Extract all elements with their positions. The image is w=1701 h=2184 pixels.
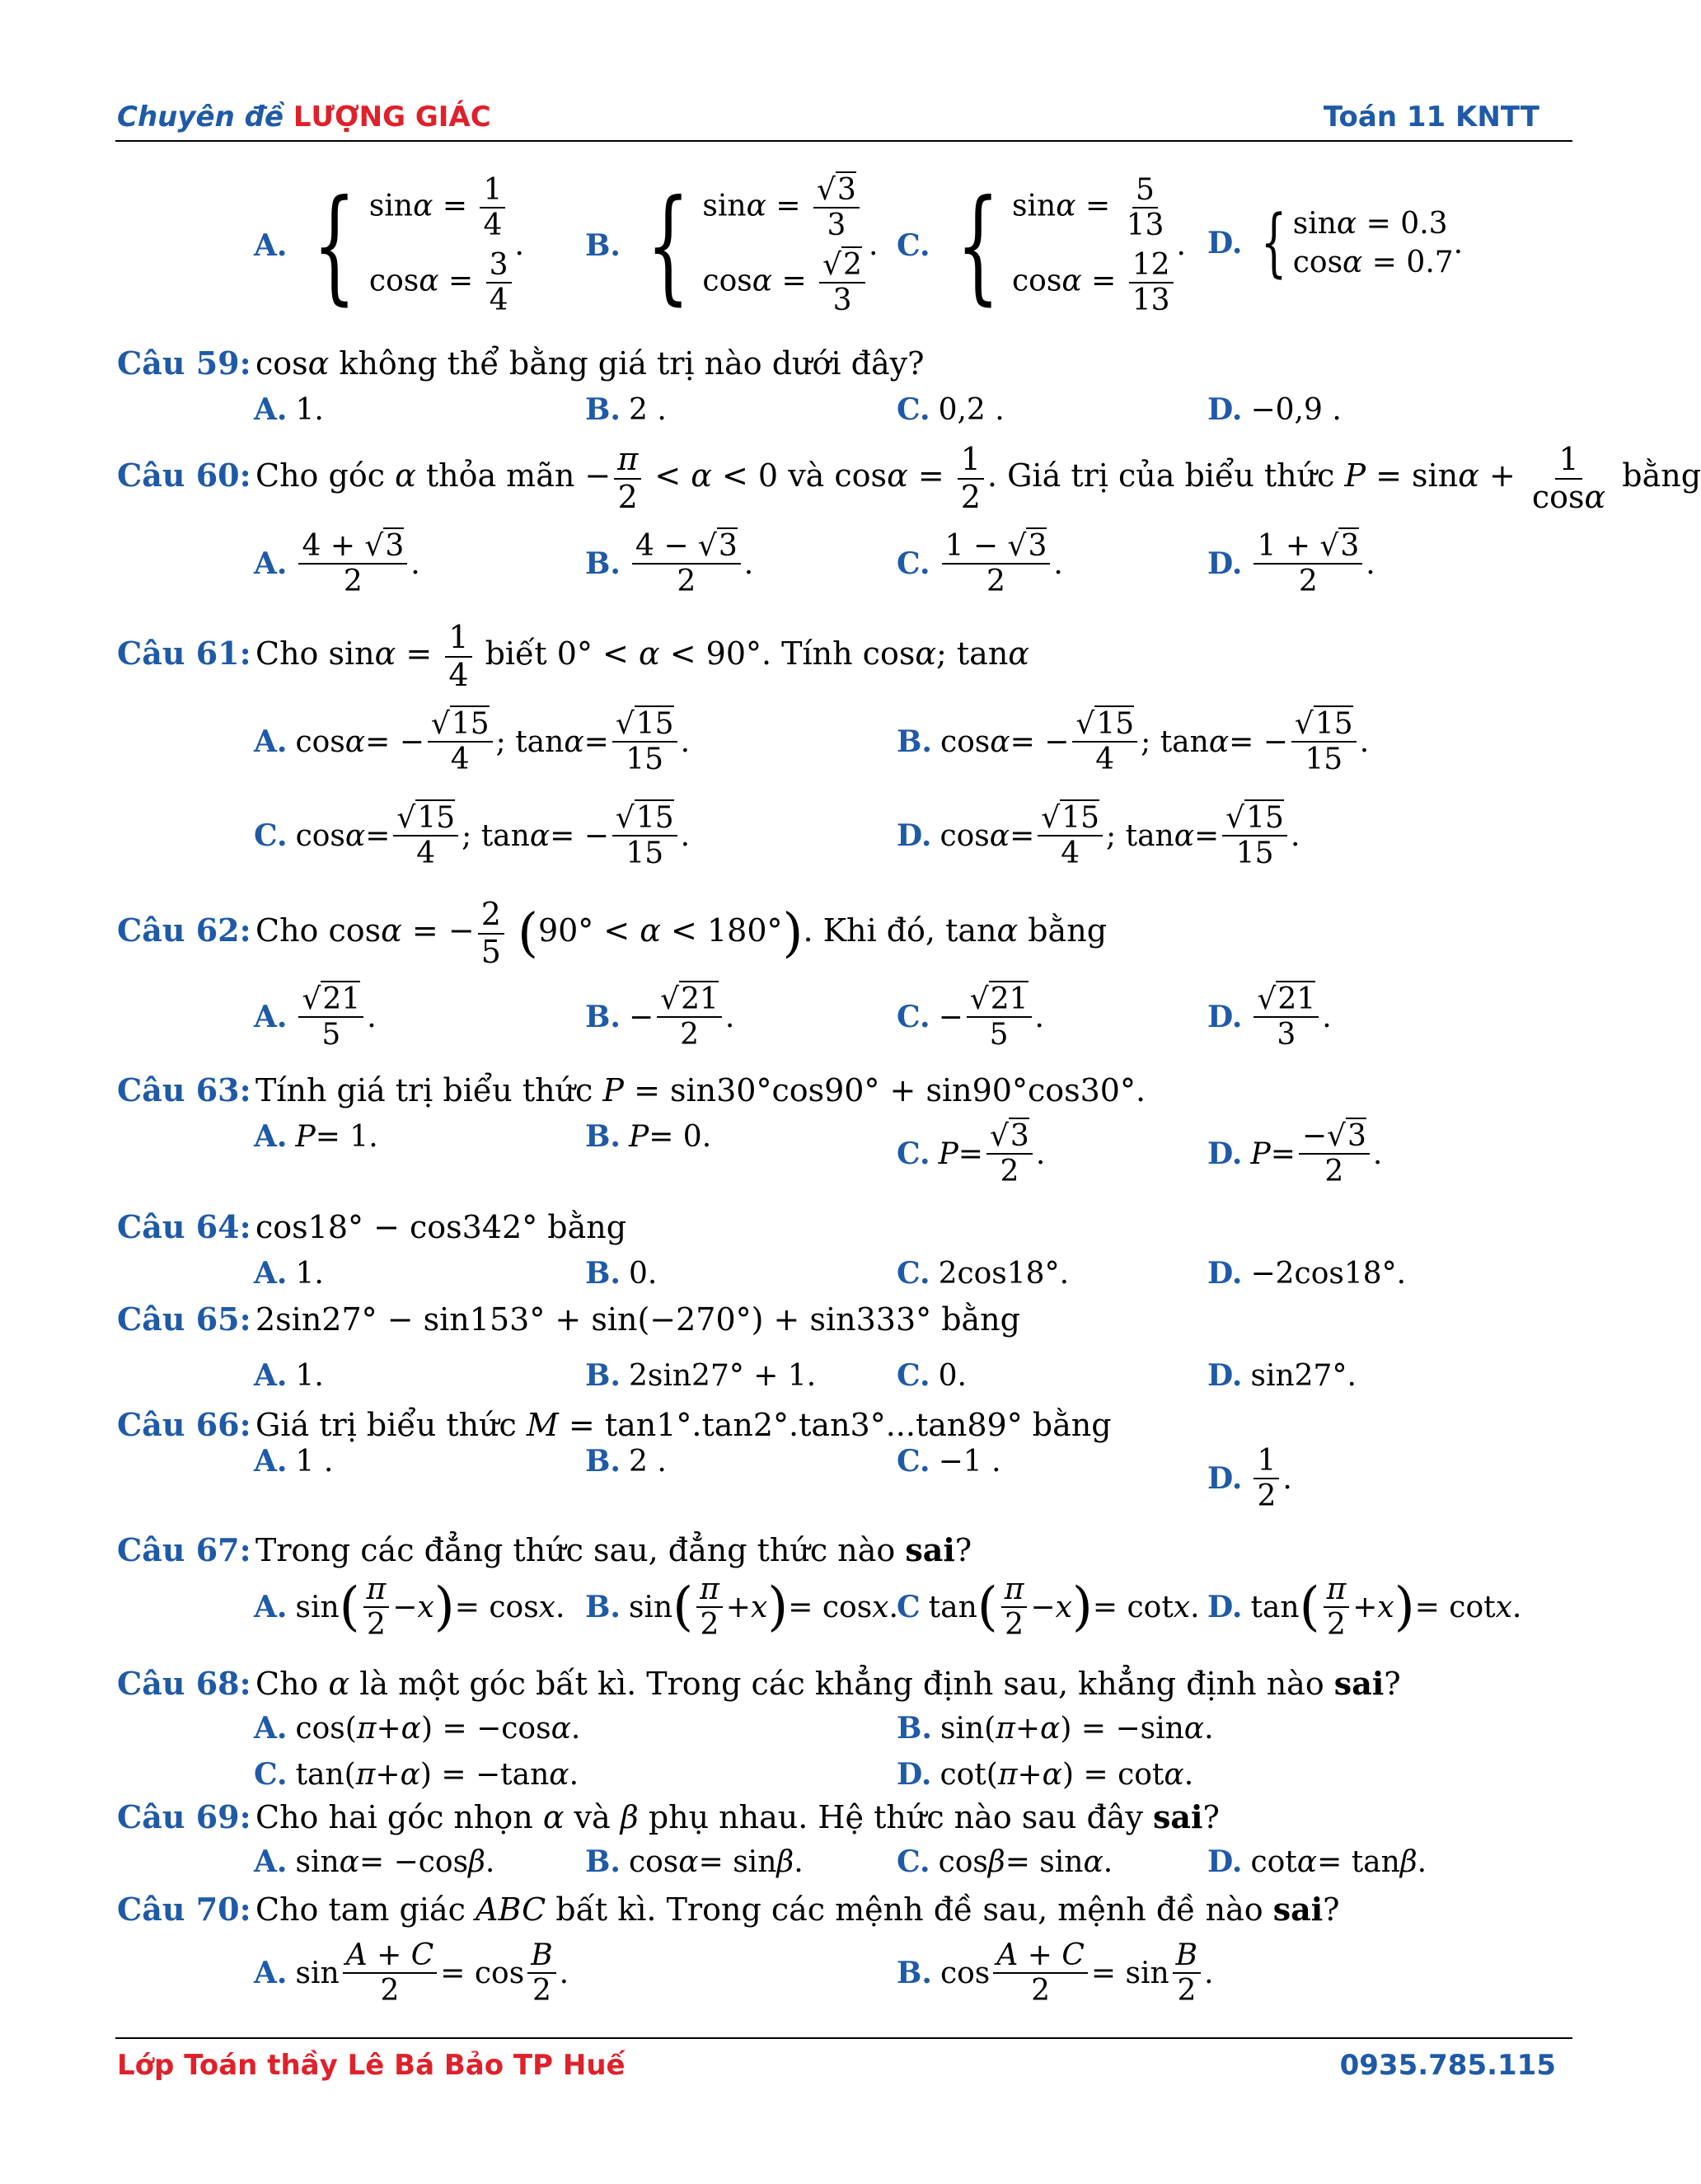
answer-option: B. { sinα = $\frac{√3}{3}$ cosα = $\frac{√2}{3}$ . <box>585 173 879 318</box>
option-letter: C. <box>897 1000 930 1035</box>
answer-option: D. { sinα = 0.3 cosα = 0.7 . <box>1207 199 1464 286</box>
option-letter: B. <box>585 1256 621 1291</box>
option-letter: D. <box>897 1757 932 1792</box>
answer-option: A. P = 1. <box>254 1119 378 1154</box>
option-letter: C. <box>254 1757 288 1792</box>
answer-option: C. $\frac{1 - √3}{2}$ . <box>897 529 1063 599</box>
option-letter: D. <box>1207 1590 1243 1625</box>
answer-option: B. cos α = − $\frac{√15}{4}$ ; tan α = − $\frac{√15}{15}$ . <box>897 707 1370 777</box>
question-stem: Câu 64: cos18° − cos342° bằng <box>117 1208 627 1245</box>
answer-option: B. sin ( $\frac{\pi}{2}$ + x ) = cos x . <box>585 1572 898 1643</box>
answer-option: A. 1. <box>254 1256 324 1291</box>
option-letter: C. <box>897 1137 930 1172</box>
option-letter: A. <box>254 1590 288 1625</box>
question-number: Câu 67: <box>117 1531 251 1568</box>
option-letter: D. <box>1207 226 1243 260</box>
option-letter: A. <box>254 1844 288 1879</box>
option-letter: D. <box>1207 1461 1243 1497</box>
answer-option: D. tan ( $\frac{\pi}{2}$ + x ) = cot x . <box>1207 1572 1522 1643</box>
option-letter: D. <box>1207 546 1243 582</box>
answer-option: A. 1. <box>254 392 324 427</box>
answer-option: D. $\frac{1 + √3}{2}$ . <box>1207 529 1375 599</box>
answer-option: A. $\frac{√21}{5}$ . <box>254 982 377 1052</box>
question-stem: Câu 63: Tính giá trị biểu thức P = sin30°cos90° + sin90°cos30°. <box>117 1071 1146 1108</box>
answer-option: D. sin27°. <box>1207 1358 1357 1393</box>
answer-option: C. P = $\frac{√3}{2}$ . <box>897 1119 1046 1189</box>
question-number: Câu 60: <box>117 457 251 494</box>
option-letter: C. <box>897 546 930 582</box>
answer-option: D. $\frac{1}{2}$ . <box>1207 1444 1292 1514</box>
answer-option: A. $\frac{4 + √3}{2}$ . <box>254 529 420 599</box>
option-letter: C <box>897 1590 921 1625</box>
question-number: Câu 61: <box>117 635 251 673</box>
answer-option: C. { sinα = $\frac{5}{13}$ cosα = $\frac{12}{13}$ . <box>897 173 1186 318</box>
option-letter: D. <box>897 818 932 854</box>
option-letter: A. <box>254 1358 288 1393</box>
option-letter: D. <box>1207 392 1243 427</box>
option-letter: B. <box>585 227 621 263</box>
option-letter: C. <box>897 1358 930 1393</box>
question-stem: Câu 70: Cho tam giác ABC bất kì. Trong các mệnh đề sau, mệnh đề nào sai? <box>117 1891 1340 1928</box>
option-letter: D. <box>1207 1137 1243 1172</box>
answer-option: D. $\frac{√21}{3}$ . <box>1207 982 1332 1052</box>
answer-option: A. sin ( $\frac{\pi}{2}$ − x ) = cos x . <box>254 1572 565 1643</box>
question-number: Câu 63: <box>117 1071 251 1108</box>
option-letter: A. <box>254 1119 288 1154</box>
question-number: Câu 66: <box>117 1406 251 1443</box>
answer-option: A. cos( π + α ) = −cos α . <box>254 1711 581 1746</box>
answer-option: C. cos β = sin α . <box>897 1844 1113 1879</box>
question-number: Câu 68: <box>117 1665 251 1702</box>
question-number: Câu 64: <box>117 1208 251 1245</box>
question-number: Câu 62: <box>117 912 251 949</box>
answer-option: D. −0,9 . <box>1207 392 1342 427</box>
answer-option: A. cos α = − $\frac{√15}{4}$ ; tan α = $\frac{√15}{15}$ . <box>254 707 691 777</box>
answer-option: B. 2 . <box>585 1444 667 1479</box>
header-course: Toán 11 KNTT <box>1323 101 1539 134</box>
question-stem: Câu 59: cosα không thể bằng giá trị nào dưới đây? <box>117 344 925 382</box>
option-letter: D. <box>1207 1844 1243 1879</box>
option-letter: C. <box>254 818 288 854</box>
option-letter: D. <box>1207 1256 1243 1291</box>
answer-option: C tan ( $\frac{\pi}{2}$ − x ) = cot x . <box>897 1572 1200 1643</box>
option-letter: C. <box>897 1256 930 1291</box>
answer-option: C. − $\frac{√21}{5}$ . <box>897 982 1044 1052</box>
question-stem: Câu 61: Cho sinα = $\frac{1}{4}$ biết 0° < α < 90°. Tính cosα; tanα <box>117 619 1029 693</box>
question-stem: Câu 68: Cho α là một góc bất kì. Trong các khẳng định sau, khẳng định nào sai? <box>117 1665 1401 1702</box>
option-letter: B. <box>585 1844 621 1879</box>
option-letter: B. <box>585 1590 621 1625</box>
question-stem: Câu 66: Giá trị biểu thức M = tan1°.tan2°.tan3°...tan89° bằng <box>117 1406 1112 1443</box>
option-letter: B. <box>585 1000 621 1035</box>
option-letter: B. <box>585 1444 621 1479</box>
option-letter: B. <box>897 1711 932 1746</box>
answer-option: B. cos $\frac{A + C}{2}$ = sin $\frac{B}{2}$ . <box>897 1938 1214 2008</box>
question-stem: Câu 67: Trong các đẳng thức sau, đẳng thức nào sai? <box>117 1531 972 1568</box>
option-letter: A. <box>254 1256 288 1291</box>
option-letter: A. <box>254 392 288 427</box>
question-stem: Câu 69: Cho hai góc nhọn α và β phụ nhau. Hệ thức nào sau đây sai? <box>117 1798 1220 1835</box>
answer-option: D. cot α = tan β . <box>1207 1844 1427 1879</box>
answer-option: B. sin( π + α ) = −sin α . <box>897 1711 1214 1746</box>
answer-option: C. −1 . <box>897 1444 1001 1479</box>
answer-option: A. { sinα = $\frac{1}{4}$ cosα = $\frac{3}{4}$ . <box>254 173 524 318</box>
option-letter: D. <box>1207 1358 1243 1393</box>
option-letter: A. <box>254 1000 288 1035</box>
option-letter: B. <box>585 546 621 582</box>
answer-option: D. cot( π + α ) = cot α . <box>897 1757 1194 1792</box>
question-stem: Câu 65: 2sin27° − sin153° + sin(−270°) + sin333° bằng <box>117 1301 1020 1338</box>
option-letter: A. <box>254 1711 288 1746</box>
answer-option: B. 2 . <box>585 392 667 427</box>
page-footer <box>115 2037 1572 2088</box>
answer-option: C. cos α = $\frac{√15}{4}$ ; tan α = − $\frac{√15}{15}$ . <box>254 801 691 871</box>
answer-option: A. sin $\frac{A + C}{2}$ = cos $\frac{B}{2}$ . <box>254 1938 569 2008</box>
answer-option: D. −2cos18°. <box>1207 1256 1407 1291</box>
question-number: Câu 69: <box>117 1798 251 1835</box>
answer-option: A. 1. <box>254 1358 324 1393</box>
answer-option: B. − $\frac{√21}{2}$ . <box>585 982 735 1052</box>
option-letter: B. <box>897 1956 932 1991</box>
option-letter: C. <box>897 227 930 263</box>
option-letter: A. <box>254 227 288 263</box>
option-letter: D. <box>1207 1000 1243 1035</box>
option-letter: B. <box>897 724 932 760</box>
option-letter: A. <box>254 1956 288 1991</box>
option-letter: B. <box>585 392 621 427</box>
footer-teacher: Lớp Toán thầy Lê Bá Bảo TP Huế <box>117 2049 626 2082</box>
answer-option: B. 0. <box>585 1256 658 1291</box>
question-number: Câu 70: <box>117 1891 251 1928</box>
option-letter: A. <box>254 546 288 582</box>
answer-option: D. cos α = $\frac{√15}{4}$ ; tan α = $\frac{√15}{15}$ . <box>897 801 1300 871</box>
question-stem: Câu 60: Cho góc α thỏa mãn − $\frac{\pi}{2}$ < α < 0 và cosα = $\frac{1}{2}$ . Giá trị của biểu thức P = sinα + $\frac{1}{\cos\alpha}$ bằng <box>117 441 1701 515</box>
answer-option: B. $\frac{4 - √3}{2}$ . <box>585 529 754 599</box>
question-number: Câu 59: <box>117 344 251 382</box>
option-letter: C. <box>897 392 930 427</box>
question-stem: Câu 62: Cho cosα = − $\frac{2}{5}$ (90° < α < 180°). Khi đó, tanα bằng <box>117 896 1108 970</box>
option-letter: C. <box>897 1444 930 1479</box>
option-letter: B. <box>585 1119 621 1154</box>
answer-option: B. P = 0. <box>585 1119 712 1154</box>
option-letter: B. <box>585 1358 621 1393</box>
option-letter: C. <box>897 1844 930 1879</box>
answer-option: B. cos α = sin β . <box>585 1844 804 1879</box>
answer-option: C. 0,2 . <box>897 392 1005 427</box>
header-chapter: Chuyên đề LƯỢNG GIÁC <box>117 101 491 134</box>
answer-option: D. P = $\frac{-√3}{2}$ . <box>1207 1119 1383 1189</box>
answer-option: C. 2cos18°. <box>897 1256 1070 1291</box>
option-letter: A. <box>254 724 288 760</box>
option-letter: A. <box>254 1444 288 1479</box>
answer-option: A. sin α = −cos β . <box>254 1844 495 1879</box>
answer-option: C. 0. <box>897 1358 967 1393</box>
answer-option: C. tan( π + α ) = −tan α . <box>254 1757 579 1792</box>
footer-phone: 0935.785.115 <box>1339 2049 1556 2082</box>
answer-option: B. 2sin27° + 1. <box>585 1358 817 1393</box>
question-number: Câu 65: <box>117 1301 251 1338</box>
answer-option: A. 1 . <box>254 1444 334 1479</box>
